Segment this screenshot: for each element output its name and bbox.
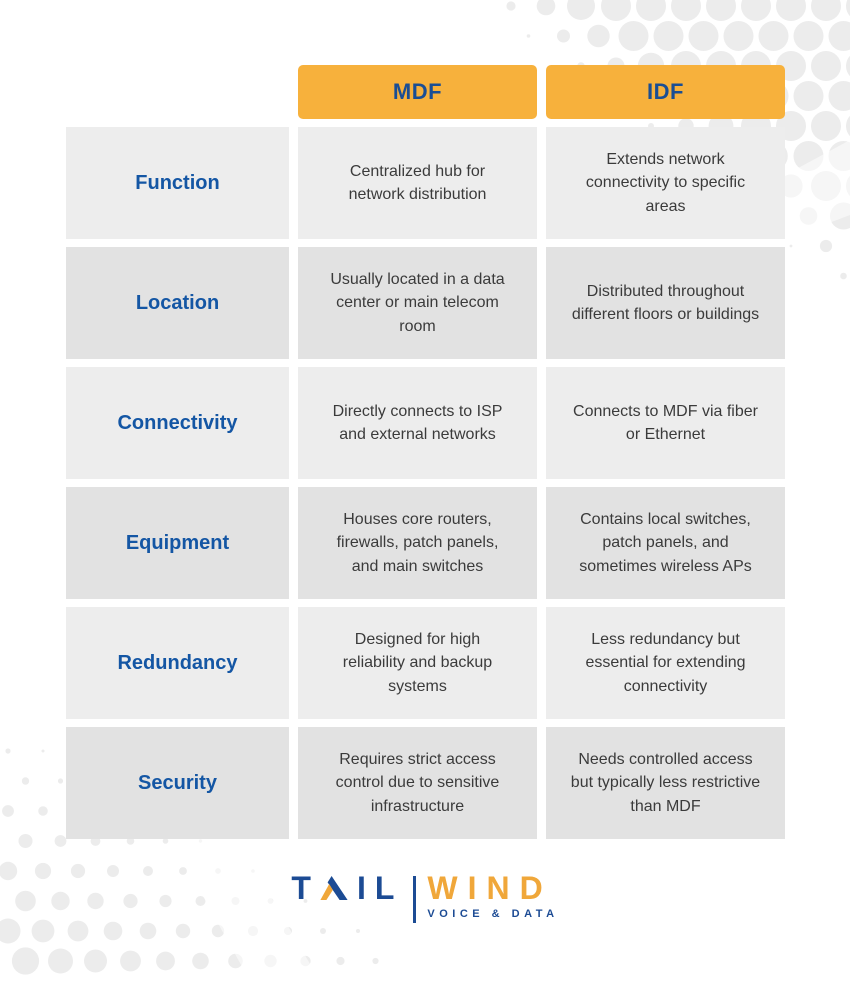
table-corner-spacer [66,65,289,119]
idf-cell-redundancy: Less redundancy but essential for extending connectivity [546,607,785,719]
column-header-mdf: MDF [298,65,537,119]
column-header-idf: IDF [546,65,785,119]
row-label-connectivity: Connectivity [66,367,289,479]
idf-cell-location: Distributed throughout different floors or buildings [546,247,785,359]
logo-word-wind: WIND [427,870,553,906]
logo-divider [413,876,416,923]
mdf-cell-connectivity: Directly connects to ISP and external networks [298,367,537,479]
mdf-cell-redundancy: Designed for high reliability and backup systems [298,607,537,719]
mdf-cell-equipment: Houses core routers, firewalls, patch panels, and main switches [298,487,537,599]
mdf-cell-location: Usually located in a data center or main telecom room [298,247,537,359]
row-label-security: Security [66,727,289,839]
idf-cell-function: Extends network connectivity to specific areas [546,127,785,239]
mdf-cell-function: Centralized hub for network distribution [298,127,537,239]
row-label-function: Function [66,127,289,239]
logo-letter-t: T [291,870,311,906]
footer [0,870,850,923]
logo-letters-il: IL [356,870,404,906]
idf-cell-equipment: Contains local switches, patch panels, and sometimes wireless APs [546,487,785,599]
row-label-equipment: Equipment [66,487,289,599]
row-label-redundancy: Redundancy [66,607,289,719]
idf-cell-connectivity: Connects to MDF via fiber or Ethernet [546,367,785,479]
idf-cell-security: Needs controlled access but typically less restrictive than MDF [546,727,785,839]
tailwind-logo [291,870,559,923]
logo-a-sail-icon [320,876,348,900]
logo-word-tail [291,870,404,906]
logo-tagline: VOICE & DATA [427,908,559,920]
mdf-cell-security: Requires strict access control due to sensitive infrastructure [298,727,537,839]
row-label-location: Location [66,247,289,359]
comparison-table [66,65,785,839]
